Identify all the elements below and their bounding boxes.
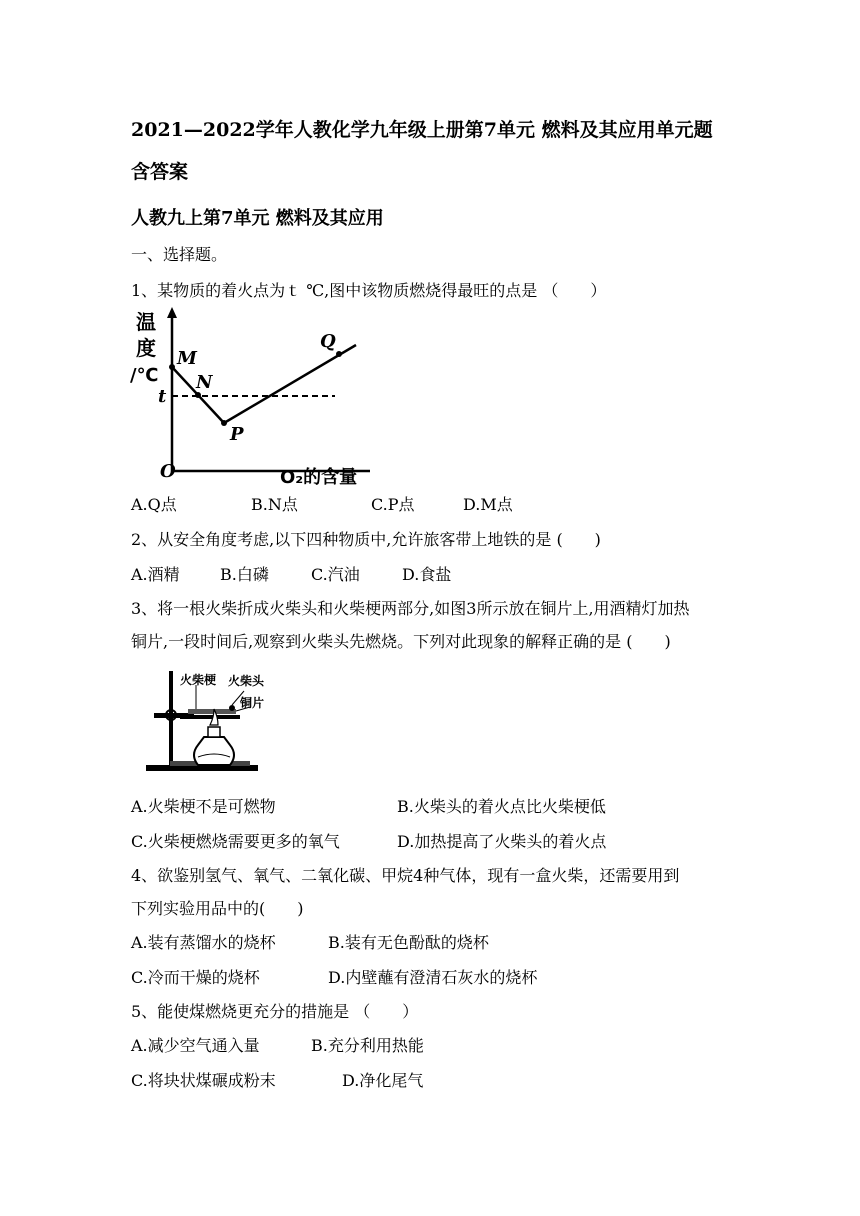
q1-point-p — [221, 420, 227, 426]
q5-option-b: B.充分利用热能 — [311, 1036, 424, 1055]
q4-option-c: C.冷而干燥的烧杯 — [131, 968, 260, 987]
q1-option-c: C.P点 — [371, 495, 415, 514]
q5-option-a: A.减少空气通入量 — [131, 1036, 260, 1055]
q5-option-d: D.净化尾气 — [342, 1071, 424, 1090]
q1-point-m — [169, 364, 175, 370]
doc-title-line2: 含答案 — [131, 161, 189, 183]
q4-option-a: A.装有蒸馏水的烧杯 — [131, 933, 276, 952]
q3-match-head — [229, 705, 235, 711]
q3-option-b: B.火柴头的着火点比火柴梗低 — [397, 797, 606, 816]
q2-option-a: A.酒精 — [131, 565, 180, 584]
q3-label-head: 火柴头 — [228, 674, 265, 688]
q2-option-d: D.食盐 — [402, 565, 452, 584]
q1-y-arrow — [167, 307, 177, 318]
q4-stem-line2: 下列实验用品中的( ) — [131, 899, 304, 918]
q2-option-b: B.白磷 — [220, 565, 269, 584]
q3-label-stick: 火柴梗 — [180, 673, 217, 687]
q1-label-m: M — [177, 348, 197, 369]
q3-label-copper: 铜片 — [240, 696, 265, 710]
q4-stem-line1: 4、欲鉴别氢气、氧气、二氧化碳、甲烷4种气体，现有一盒火柴，还需要用到 — [131, 866, 680, 885]
q5-option-c: C.将块状煤碾成粉末 — [131, 1071, 276, 1090]
q1-stem: 1、某物质的着火点为ｔ ℃,图中该物质燃烧得最旺的点是 （ ） — [131, 281, 607, 300]
q1-option-b: B.N点 — [251, 495, 298, 514]
q1-xlabel: O₂的含量 — [280, 467, 358, 488]
q3-option-a: A.火柴梗不是可燃物 — [131, 797, 276, 816]
q1-option-a: A.Q点 — [131, 495, 177, 514]
q3-figure — [140, 665, 265, 780]
q3-ring — [180, 715, 240, 719]
doc-title-line1: 2021—2022学年人教化学九年级上册第7单元 燃料及其应用单元题 — [131, 119, 713, 141]
section-heading: 一、选择题。 — [131, 245, 228, 264]
q3-stem-line1: 3、将一根火柴折成火柴头和火柴梗两部分,如图3所示放在铜片上,用酒精灯加热 — [131, 599, 690, 618]
q1-label-n: N — [196, 372, 213, 393]
q1-option-d: D.M点 — [463, 495, 513, 514]
q2-stem: 2、从安全角度考虑,以下四种物质中,允许旅客带上地铁的是 ( ) — [131, 530, 601, 549]
q3-alcohol-lamp — [194, 737, 234, 765]
q2-option-c: C.汽油 — [311, 565, 360, 584]
q1-label-p: P — [230, 424, 244, 445]
q1-graph — [120, 305, 380, 490]
q1-ylabel-1: 温 — [136, 310, 156, 334]
q5-stem: 5、能使煤燃烧更充分的措施是 （ ） — [131, 1002, 419, 1021]
q3-option-c: C.火柴梗燃烧需要更多的氧气 — [131, 832, 340, 851]
q3-stem-line2: 铜片,一段时间后,观察到火柴头先燃烧。下列对此现象的解释正确的是 ( ) — [131, 632, 671, 651]
q1-point-q — [336, 351, 342, 357]
q4-option-b: B.装有无色酚酞的烧杯 — [328, 933, 489, 952]
doc-subtitle: 人教九上第7单元 燃料及其应用 — [131, 208, 384, 229]
q3-copper-sheet — [188, 709, 236, 714]
q1-ylabel-3: /℃ — [130, 365, 159, 386]
q3-option-d: D.加热提高了火柴头的着火点 — [397, 832, 607, 851]
q4-option-d: D.内壁蘸有澄清石灰水的烧杯 — [328, 968, 538, 987]
q1-ylabel-2: 度 — [136, 336, 156, 360]
q1-label-origin: O — [160, 461, 176, 482]
q1-label-t: t — [158, 386, 167, 407]
q1-label-q: Q — [320, 331, 336, 352]
